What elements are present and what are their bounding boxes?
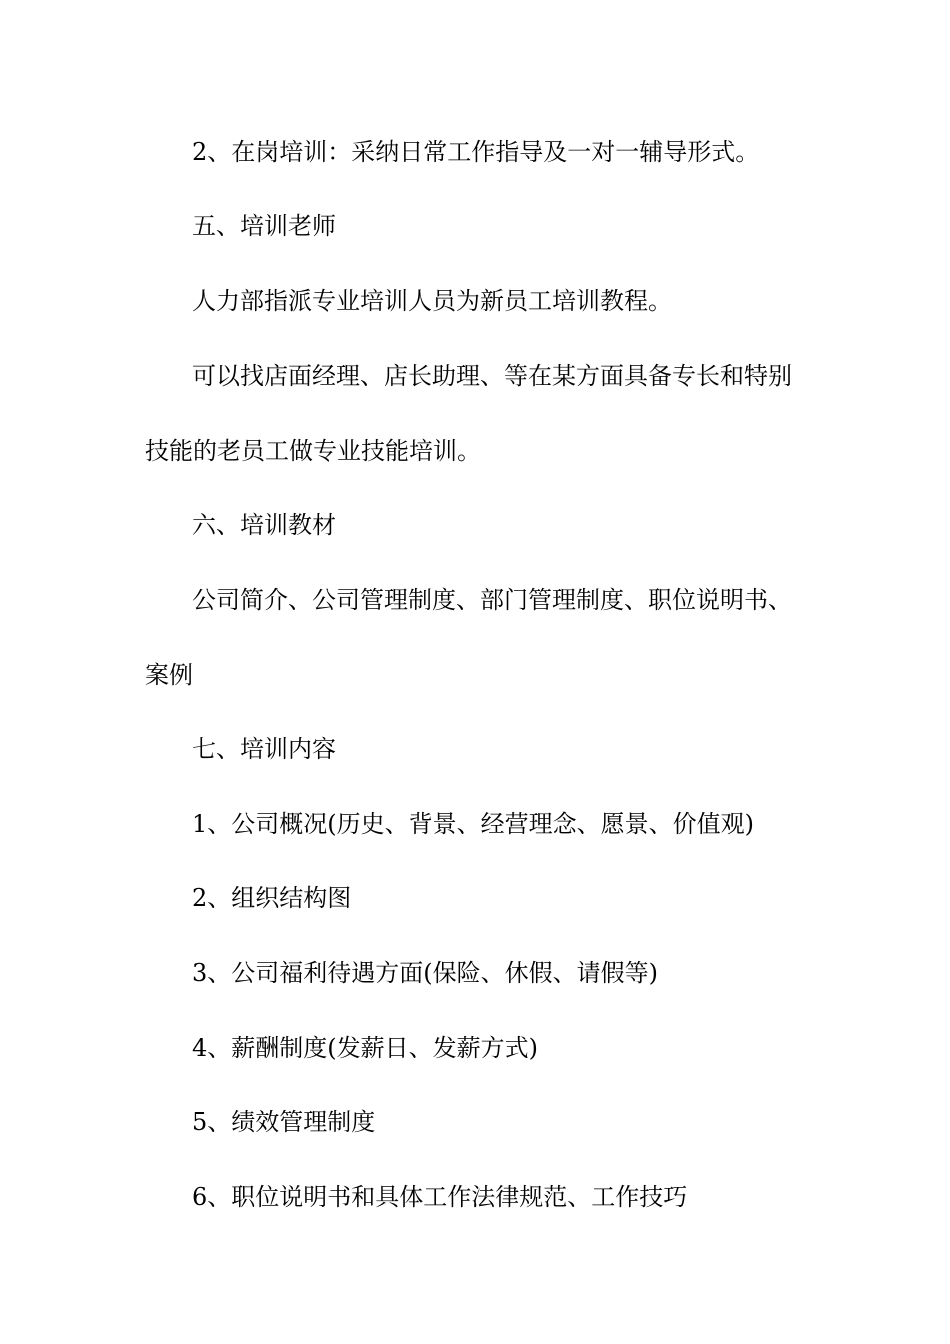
- paragraph-materials-list-continued: 案例: [145, 661, 193, 689]
- paragraph-hr-trainers: 人力部指派专业培训人员为新员工培训教程。: [192, 287, 672, 315]
- section-heading-trainers: 五、培训老师: [192, 212, 336, 240]
- list-item-compensation: 4、薪酬制度(发薪日、发薪方式): [192, 1034, 538, 1062]
- paragraph-materials-list: 公司简介、公司管理制度、部门管理制度、职位说明书、: [192, 586, 792, 614]
- paragraph-store-managers-continued: 技能的老员工做专业技能培训。: [145, 437, 481, 465]
- list-item-benefits: 3、公司福利待遇方面(保险、休假、请假等): [192, 959, 658, 987]
- paragraph-store-managers: 可以找店面经理、店长助理、等在某方面具备专长和特别: [192, 362, 792, 390]
- paragraph-on-job-training: 2、在岗培训：采纳日常工作指导及一对一辅导形式。: [192, 138, 760, 166]
- list-item-performance: 5、绩效管理制度: [192, 1108, 376, 1136]
- list-item-org-chart: 2、组织结构图: [192, 884, 352, 912]
- list-item-company-overview: 1、公司概况(历史、背景、经营理念、愿景、价值观): [192, 810, 754, 838]
- list-item-job-description: 6、职位说明书和具体工作法律规范、工作技巧: [192, 1183, 688, 1211]
- section-heading-materials: 六、培训教材: [192, 511, 336, 539]
- section-heading-content: 七、培训内容: [192, 735, 336, 763]
